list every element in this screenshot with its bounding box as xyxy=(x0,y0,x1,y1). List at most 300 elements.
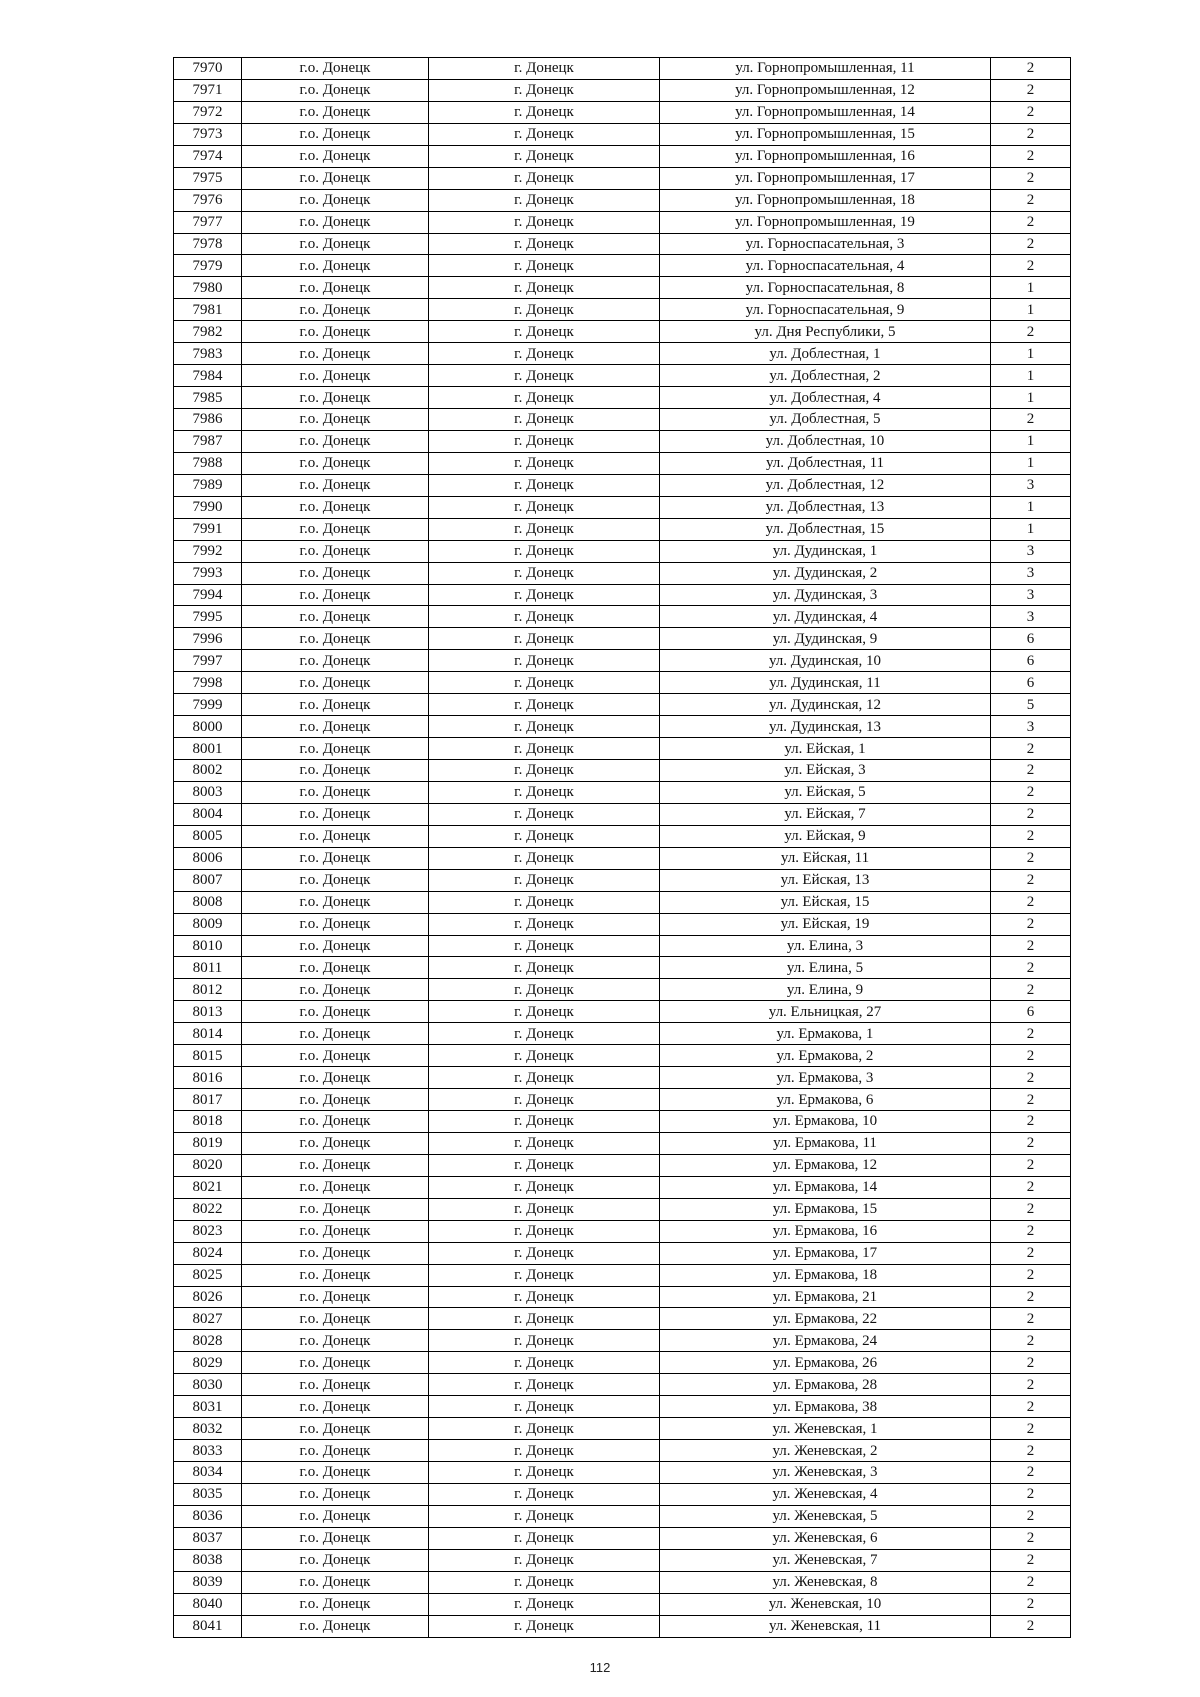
row-number-cell: 8003 xyxy=(174,781,242,803)
city-cell: г. Донецк xyxy=(429,1615,660,1637)
count-cell: 2 xyxy=(991,409,1071,431)
table-row xyxy=(174,935,1071,957)
street-address-cell: ул. Ермакова, 2 xyxy=(660,1045,991,1067)
table-row xyxy=(174,1374,1071,1396)
city-cell: г. Донецк xyxy=(429,1571,660,1593)
district-cell: г.о. Донецк xyxy=(242,1418,429,1440)
count-cell: 2 xyxy=(991,1286,1071,1308)
district-cell: г.о. Донецк xyxy=(242,1374,429,1396)
count-cell: 2 xyxy=(991,1220,1071,1242)
count-cell: 2 xyxy=(991,255,1071,277)
table-row xyxy=(174,1396,1071,1418)
count-cell: 3 xyxy=(991,540,1071,562)
district-cell: г.о. Донецк xyxy=(242,58,429,80)
street-address-cell: ул. Ермакова, 11 xyxy=(660,1132,991,1154)
city-cell: г. Донецк xyxy=(429,1418,660,1440)
city-cell: г. Донецк xyxy=(429,167,660,189)
table-row xyxy=(174,1308,1071,1330)
count-cell: 1 xyxy=(991,430,1071,452)
count-cell: 2 xyxy=(991,935,1071,957)
count-cell: 2 xyxy=(991,1330,1071,1352)
district-cell: г.о. Донецк xyxy=(242,409,429,431)
district-cell: г.о. Донецк xyxy=(242,672,429,694)
street-address-cell: ул. Ермакова, 28 xyxy=(660,1374,991,1396)
district-cell: г.о. Донецк xyxy=(242,365,429,387)
count-cell: 1 xyxy=(991,496,1071,518)
table-row xyxy=(174,1571,1071,1593)
count-cell: 2 xyxy=(991,1242,1071,1264)
table-row xyxy=(174,452,1071,474)
table-row xyxy=(174,1001,1071,1023)
count-cell: 2 xyxy=(991,869,1071,891)
city-cell: г. Донецк xyxy=(429,847,660,869)
row-number-cell: 7971 xyxy=(174,79,242,101)
count-cell: 2 xyxy=(991,1176,1071,1198)
street-address-cell: ул. Ермакова, 26 xyxy=(660,1352,991,1374)
row-number-cell: 7976 xyxy=(174,189,242,211)
count-cell: 2 xyxy=(991,1089,1071,1111)
table-row xyxy=(174,1352,1071,1374)
count-cell: 5 xyxy=(991,694,1071,716)
city-cell: г. Донецк xyxy=(429,781,660,803)
row-number-cell: 7996 xyxy=(174,628,242,650)
city-cell: г. Донецк xyxy=(429,825,660,847)
count-cell: 2 xyxy=(991,1308,1071,1330)
table-row xyxy=(174,979,1071,1001)
count-cell: 6 xyxy=(991,628,1071,650)
row-number-cell: 8031 xyxy=(174,1396,242,1418)
table-row xyxy=(174,145,1071,167)
table-row xyxy=(174,1615,1071,1637)
count-cell: 2 xyxy=(991,803,1071,825)
table-row xyxy=(174,299,1071,321)
count-cell: 2 xyxy=(991,211,1071,233)
city-cell: г. Донецк xyxy=(429,869,660,891)
district-cell: г.о. Донецк xyxy=(242,1111,429,1133)
address-table xyxy=(173,57,1071,1638)
count-cell: 2 xyxy=(991,1505,1071,1527)
city-cell: г. Донецк xyxy=(429,738,660,760)
city-cell: г. Донецк xyxy=(429,891,660,913)
table-row xyxy=(174,1286,1071,1308)
table-row xyxy=(174,1505,1071,1527)
street-address-cell: ул. Горноспасательная, 3 xyxy=(660,233,991,255)
street-address-cell: ул. Елина, 5 xyxy=(660,957,991,979)
row-number-cell: 8036 xyxy=(174,1505,242,1527)
city-cell: г. Донецк xyxy=(429,1220,660,1242)
district-cell: г.о. Донецк xyxy=(242,211,429,233)
table-row xyxy=(174,1023,1071,1045)
row-number-cell: 8027 xyxy=(174,1308,242,1330)
district-cell: г.о. Донецк xyxy=(242,1176,429,1198)
district-cell: г.о. Донецк xyxy=(242,825,429,847)
table-row xyxy=(174,584,1071,606)
row-number-cell: 8018 xyxy=(174,1111,242,1133)
street-address-cell: ул. Горнопромышленная, 17 xyxy=(660,167,991,189)
district-cell: г.о. Донецк xyxy=(242,1242,429,1264)
street-address-cell: ул. Ейская, 1 xyxy=(660,738,991,760)
street-address-cell: ул. Доблестная, 5 xyxy=(660,409,991,431)
table-row xyxy=(174,518,1071,540)
city-cell: г. Донецк xyxy=(429,628,660,650)
street-address-cell: ул. Горнопромышленная, 18 xyxy=(660,189,991,211)
count-cell: 1 xyxy=(991,365,1071,387)
table-row xyxy=(174,233,1071,255)
count-cell: 2 xyxy=(991,1527,1071,1549)
district-cell: г.о. Донецк xyxy=(242,1220,429,1242)
count-cell: 2 xyxy=(991,847,1071,869)
district-cell: г.о. Донецк xyxy=(242,562,429,584)
row-number-cell: 8014 xyxy=(174,1023,242,1045)
district-cell: г.о. Донецк xyxy=(242,452,429,474)
street-address-cell: ул. Дудинская, 12 xyxy=(660,694,991,716)
row-number-cell: 8012 xyxy=(174,979,242,1001)
street-address-cell: ул. Женевская, 5 xyxy=(660,1505,991,1527)
table-row xyxy=(174,387,1071,409)
table-row xyxy=(174,1111,1071,1133)
city-cell: г. Донецк xyxy=(429,452,660,474)
row-number-cell: 7984 xyxy=(174,365,242,387)
district-cell: г.о. Донецк xyxy=(242,650,429,672)
row-number-cell: 8006 xyxy=(174,847,242,869)
district-cell: г.о. Донецк xyxy=(242,167,429,189)
street-address-cell: ул. Ельницкая, 27 xyxy=(660,1001,991,1023)
district-cell: г.о. Донецк xyxy=(242,1396,429,1418)
table-row xyxy=(174,321,1071,343)
street-address-cell: ул. Ермакова, 38 xyxy=(660,1396,991,1418)
street-address-cell: ул. Ейская, 13 xyxy=(660,869,991,891)
district-cell: г.о. Донецк xyxy=(242,1352,429,1374)
row-number-cell: 7987 xyxy=(174,430,242,452)
street-address-cell: ул. Доблестная, 4 xyxy=(660,387,991,409)
city-cell: г. Донецк xyxy=(429,1242,660,1264)
street-address-cell: ул. Горноспасательная, 8 xyxy=(660,277,991,299)
row-number-cell: 8019 xyxy=(174,1132,242,1154)
count-cell: 2 xyxy=(991,1023,1071,1045)
city-cell: г. Донецк xyxy=(429,1308,660,1330)
city-cell: г. Донецк xyxy=(429,145,660,167)
row-number-cell: 8002 xyxy=(174,760,242,782)
row-number-cell: 8034 xyxy=(174,1462,242,1484)
city-cell: г. Донецк xyxy=(429,1154,660,1176)
table-row xyxy=(174,869,1071,891)
count-cell: 2 xyxy=(991,1045,1071,1067)
street-address-cell: ул. Доблестная, 2 xyxy=(660,365,991,387)
district-cell: г.о. Донецк xyxy=(242,123,429,145)
street-address-cell: ул. Женевская, 4 xyxy=(660,1483,991,1505)
district-cell: г.о. Донецк xyxy=(242,343,429,365)
count-cell: 1 xyxy=(991,343,1071,365)
city-cell: г. Донецк xyxy=(429,1527,660,1549)
street-address-cell: ул. Ейская, 11 xyxy=(660,847,991,869)
row-number-cell: 8040 xyxy=(174,1593,242,1615)
row-number-cell: 7979 xyxy=(174,255,242,277)
count-cell: 2 xyxy=(991,58,1071,80)
city-cell: г. Донецк xyxy=(429,387,660,409)
row-number-cell: 7998 xyxy=(174,672,242,694)
city-cell: г. Донецк xyxy=(429,672,660,694)
district-cell: г.о. Донецк xyxy=(242,1549,429,1571)
street-address-cell: ул. Женевская, 1 xyxy=(660,1418,991,1440)
district-cell: г.о. Донецк xyxy=(242,430,429,452)
row-number-cell: 8029 xyxy=(174,1352,242,1374)
table-row xyxy=(174,913,1071,935)
district-cell: г.о. Донецк xyxy=(242,584,429,606)
street-address-cell: ул. Дудинская, 11 xyxy=(660,672,991,694)
district-cell: г.о. Донецк xyxy=(242,189,429,211)
table-row xyxy=(174,211,1071,233)
district-cell: г.о. Донецк xyxy=(242,101,429,123)
count-cell: 3 xyxy=(991,606,1071,628)
count-cell: 2 xyxy=(991,825,1071,847)
street-address-cell: ул. Дудинская, 13 xyxy=(660,716,991,738)
row-number-cell: 8017 xyxy=(174,1089,242,1111)
table-row xyxy=(174,255,1071,277)
row-number-cell: 8005 xyxy=(174,825,242,847)
row-number-cell: 7992 xyxy=(174,540,242,562)
street-address-cell: ул. Женевская, 3 xyxy=(660,1462,991,1484)
city-cell: г. Донецк xyxy=(429,474,660,496)
count-cell: 3 xyxy=(991,562,1071,584)
city-cell: г. Донецк xyxy=(429,233,660,255)
district-cell: г.о. Донецк xyxy=(242,1462,429,1484)
count-cell: 2 xyxy=(991,1352,1071,1374)
street-address-cell: ул. Ермакова, 17 xyxy=(660,1242,991,1264)
table-row xyxy=(174,825,1071,847)
row-number-cell: 7978 xyxy=(174,233,242,255)
count-cell: 2 xyxy=(991,1593,1071,1615)
count-cell: 2 xyxy=(991,781,1071,803)
table-row xyxy=(174,167,1071,189)
district-cell: г.о. Донецк xyxy=(242,716,429,738)
table-row xyxy=(174,1176,1071,1198)
count-cell: 2 xyxy=(991,145,1071,167)
row-number-cell: 7994 xyxy=(174,584,242,606)
city-cell: г. Донецк xyxy=(429,409,660,431)
street-address-cell: ул. Горнопромышленная, 16 xyxy=(660,145,991,167)
city-cell: г. Донецк xyxy=(429,1023,660,1045)
count-cell: 3 xyxy=(991,474,1071,496)
count-cell: 2 xyxy=(991,1549,1071,1571)
row-number-cell: 8030 xyxy=(174,1374,242,1396)
count-cell: 2 xyxy=(991,1067,1071,1089)
district-cell: г.о. Донецк xyxy=(242,1593,429,1615)
count-cell: 2 xyxy=(991,1483,1071,1505)
row-number-cell: 8015 xyxy=(174,1045,242,1067)
street-address-cell: ул. Ейская, 5 xyxy=(660,781,991,803)
city-cell: г. Донецк xyxy=(429,760,660,782)
count-cell: 2 xyxy=(991,123,1071,145)
row-number-cell: 8023 xyxy=(174,1220,242,1242)
district-cell: г.о. Донецк xyxy=(242,540,429,562)
city-cell: г. Донецк xyxy=(429,343,660,365)
city-cell: г. Донецк xyxy=(429,430,660,452)
district-cell: г.о. Донецк xyxy=(242,847,429,869)
street-address-cell: ул. Дудинская, 9 xyxy=(660,628,991,650)
street-address-cell: ул. Ермакова, 15 xyxy=(660,1198,991,1220)
street-address-cell: ул. Горнопромышленная, 14 xyxy=(660,101,991,123)
row-number-cell: 8004 xyxy=(174,803,242,825)
row-number-cell: 8035 xyxy=(174,1483,242,1505)
table-row xyxy=(174,343,1071,365)
street-address-cell: ул. Ермакова, 22 xyxy=(660,1308,991,1330)
district-cell: г.о. Донецк xyxy=(242,1132,429,1154)
street-address-cell: ул. Ермакова, 10 xyxy=(660,1111,991,1133)
street-address-cell: ул. Ермакова, 14 xyxy=(660,1176,991,1198)
district-cell: г.о. Донецк xyxy=(242,1264,429,1286)
table-row xyxy=(174,409,1071,431)
city-cell: г. Донецк xyxy=(429,1132,660,1154)
district-cell: г.о. Донецк xyxy=(242,738,429,760)
count-cell: 2 xyxy=(991,738,1071,760)
count-cell: 2 xyxy=(991,1154,1071,1176)
city-cell: г. Донецк xyxy=(429,1111,660,1133)
row-number-cell: 8026 xyxy=(174,1286,242,1308)
count-cell: 2 xyxy=(991,1374,1071,1396)
count-cell: 2 xyxy=(991,979,1071,1001)
street-address-cell: ул. Женевская, 2 xyxy=(660,1440,991,1462)
district-cell: г.о. Донецк xyxy=(242,1308,429,1330)
city-cell: г. Донецк xyxy=(429,935,660,957)
row-number-cell: 8007 xyxy=(174,869,242,891)
district-cell: г.о. Донецк xyxy=(242,1067,429,1089)
city-cell: г. Донецк xyxy=(429,1549,660,1571)
street-address-cell: ул. Ермакова, 6 xyxy=(660,1089,991,1111)
table-row xyxy=(174,79,1071,101)
row-number-cell: 8016 xyxy=(174,1067,242,1089)
street-address-cell: ул. Горнопромышленная, 12 xyxy=(660,79,991,101)
row-number-cell: 7973 xyxy=(174,123,242,145)
city-cell: г. Донецк xyxy=(429,1593,660,1615)
street-address-cell: ул. Ейская, 9 xyxy=(660,825,991,847)
table-row xyxy=(174,716,1071,738)
row-number-cell: 7972 xyxy=(174,101,242,123)
table-row xyxy=(174,474,1071,496)
street-address-cell: ул. Доблестная, 13 xyxy=(660,496,991,518)
row-number-cell: 7977 xyxy=(174,211,242,233)
city-cell: г. Донецк xyxy=(429,979,660,1001)
table-row xyxy=(174,496,1071,518)
city-cell: г. Донецк xyxy=(429,1001,660,1023)
city-cell: г. Донецк xyxy=(429,803,660,825)
count-cell: 1 xyxy=(991,387,1071,409)
row-number-cell: 7999 xyxy=(174,694,242,716)
street-address-cell: ул. Горнопромышленная, 15 xyxy=(660,123,991,145)
table-row xyxy=(174,1462,1071,1484)
table-row xyxy=(174,365,1071,387)
table-row xyxy=(174,650,1071,672)
street-address-cell: ул. Женевская, 8 xyxy=(660,1571,991,1593)
street-address-cell: ул. Ермакова, 21 xyxy=(660,1286,991,1308)
count-cell: 2 xyxy=(991,913,1071,935)
table-row xyxy=(174,1132,1071,1154)
district-cell: г.о. Донецк xyxy=(242,760,429,782)
row-number-cell: 7975 xyxy=(174,167,242,189)
table-row xyxy=(174,1242,1071,1264)
street-address-cell: ул. Доблестная, 12 xyxy=(660,474,991,496)
table-row xyxy=(174,1067,1071,1089)
city-cell: г. Донецк xyxy=(429,496,660,518)
table-row xyxy=(174,540,1071,562)
row-number-cell: 7988 xyxy=(174,452,242,474)
street-address-cell: ул. Ейская, 19 xyxy=(660,913,991,935)
table-row xyxy=(174,1089,1071,1111)
district-cell: г.о. Донецк xyxy=(242,79,429,101)
row-number-cell: 8001 xyxy=(174,738,242,760)
count-cell: 6 xyxy=(991,650,1071,672)
table-row xyxy=(174,606,1071,628)
district-cell: г.о. Донецк xyxy=(242,1045,429,1067)
district-cell: г.о. Донецк xyxy=(242,1615,429,1637)
row-number-cell: 8025 xyxy=(174,1264,242,1286)
street-address-cell: ул. Ермакова, 18 xyxy=(660,1264,991,1286)
city-cell: г. Донецк xyxy=(429,255,660,277)
city-cell: г. Донецк xyxy=(429,277,660,299)
city-cell: г. Донецк xyxy=(429,694,660,716)
district-cell: г.о. Донецк xyxy=(242,1440,429,1462)
table-row xyxy=(174,1154,1071,1176)
table-row xyxy=(174,1330,1071,1352)
district-cell: г.о. Донецк xyxy=(242,518,429,540)
table-row xyxy=(174,694,1071,716)
street-address-cell: ул. Ейская, 3 xyxy=(660,760,991,782)
row-number-cell: 7990 xyxy=(174,496,242,518)
city-cell: г. Донецк xyxy=(429,957,660,979)
row-number-cell: 7985 xyxy=(174,387,242,409)
street-address-cell: ул. Елина, 3 xyxy=(660,935,991,957)
table-row xyxy=(174,891,1071,913)
row-number-cell: 8021 xyxy=(174,1176,242,1198)
table-row xyxy=(174,277,1071,299)
row-number-cell: 8011 xyxy=(174,957,242,979)
row-number-cell: 7995 xyxy=(174,606,242,628)
district-cell: г.о. Донецк xyxy=(242,1527,429,1549)
count-cell: 2 xyxy=(991,891,1071,913)
table-row xyxy=(174,781,1071,803)
city-cell: г. Донецк xyxy=(429,58,660,80)
city-cell: г. Донецк xyxy=(429,79,660,101)
row-number-cell: 7983 xyxy=(174,343,242,365)
count-cell: 1 xyxy=(991,277,1071,299)
city-cell: г. Донецк xyxy=(429,1286,660,1308)
district-cell: г.о. Донецк xyxy=(242,145,429,167)
table-row xyxy=(174,760,1071,782)
city-cell: г. Донецк xyxy=(429,299,660,321)
city-cell: г. Донецк xyxy=(429,321,660,343)
district-cell: г.о. Донецк xyxy=(242,233,429,255)
city-cell: г. Донецк xyxy=(429,1198,660,1220)
district-cell: г.о. Донецк xyxy=(242,869,429,891)
count-cell: 2 xyxy=(991,957,1071,979)
district-cell: г.о. Донецк xyxy=(242,1001,429,1023)
count-cell: 2 xyxy=(991,101,1071,123)
city-cell: г. Донецк xyxy=(429,189,660,211)
district-cell: г.о. Донецк xyxy=(242,321,429,343)
row-number-cell: 7982 xyxy=(174,321,242,343)
street-address-cell: ул. Ермакова, 3 xyxy=(660,1067,991,1089)
table-row xyxy=(174,1593,1071,1615)
row-number-cell: 7993 xyxy=(174,562,242,584)
page-number: 112 xyxy=(589,1660,611,1675)
table-row xyxy=(174,1418,1071,1440)
row-number-cell: 8008 xyxy=(174,891,242,913)
street-address-cell: ул. Горноспасательная, 4 xyxy=(660,255,991,277)
city-cell: г. Донецк xyxy=(429,1067,660,1089)
table-row xyxy=(174,1045,1071,1067)
district-cell: г.о. Донецк xyxy=(242,1571,429,1593)
street-address-cell: ул. Елина, 9 xyxy=(660,979,991,1001)
district-cell: г.о. Донецк xyxy=(242,255,429,277)
